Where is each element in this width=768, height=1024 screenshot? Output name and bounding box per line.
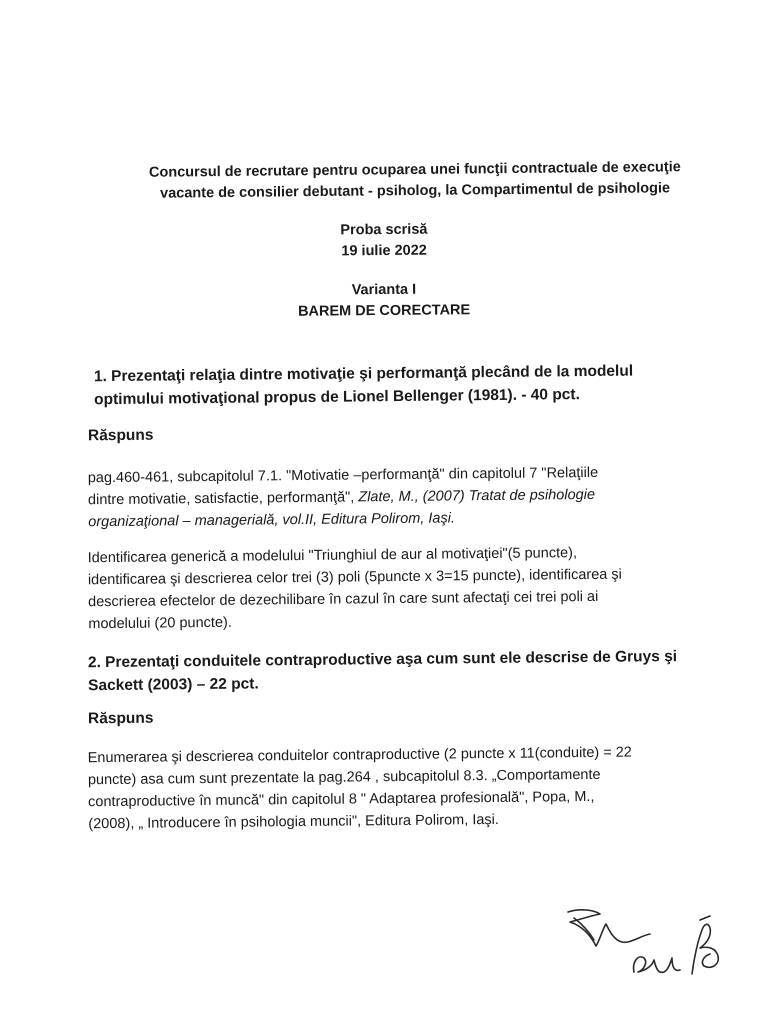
reference-1-book: Zlate, M., (2007) Tratat de psihologie — [358, 486, 596, 506]
question-1 — [94, 359, 706, 411]
answer-label-1: Răspuns — [87, 426, 154, 445]
signature-icon — [560, 900, 740, 990]
scoring-2-line-4: (2008), „ Introducere în psihologia muncii", Editura Polirom, Iaşi. — [88, 811, 499, 833]
question-2 — [88, 645, 700, 697]
header-line-2: vacante de consilier debutant - psiholog, la Compartimentul de psihologie — [160, 180, 671, 202]
scoring-1-line-3: descrierea efectelor de dezechilibare în cazul în care sunt afectaţi cei trei poli ai — [88, 588, 599, 611]
question-2-line-2: Sackett (2003) – 22 pct. — [88, 675, 259, 695]
question-2-line-1: 2. Prezentaţi conduitele contraproductive aşa cum sunt ele descrise de Gruys şi — [87, 648, 678, 672]
scoring-1-line-1: Identificarea generică a modelului "Triunghiul de aur al motivaţiei"(5 puncte), — [87, 545, 578, 567]
scoring-1 — [88, 541, 709, 635]
scoring-1-line-4: modelului (20 puncte). — [88, 614, 232, 633]
scoring-2-line-2: puncte) asa cum sunt prezentate la pag.264 , subcapitolul 8.3. „Comportamente — [87, 766, 601, 789]
scoring-1-line-2: identificarea şi descrierea celor trei (3) poli (5puncte x 3=15 puncte), identificarea şi — [87, 566, 622, 589]
header-line-1: Concursul de recrutare pentru ocuparea unei funcţii contractuale de execuţie — [148, 159, 681, 181]
barem-title: BAREM DE CORECTARE — [297, 302, 471, 320]
scoring-2-line-3: contraproductive în muncă" din capitolul 8 " Adaptarea profesională", Popa, M., — [88, 788, 595, 811]
reference-1 — [88, 461, 709, 533]
scoring-2 — [88, 741, 709, 835]
exam-info — [0, 217, 768, 266]
reference-1-line-1: pag.460-461, subcapitolul 7.1. "Motivatie –performanţă" din capitolul 7 "Relaţiile — [87, 464, 599, 487]
answer-label-2: Răspuns — [87, 709, 154, 728]
scoring-2-line-1: Enumerarea şi descrierea conduitelor contraproductive (2 puncte x 11(conduite) = 22 — [87, 744, 632, 767]
variant-title: Varianta I — [351, 281, 417, 299]
exam-date: 19 iulie 2022 — [341, 242, 427, 260]
question-1-line-2: optimului motivaţional propus de Lionel Bellenger (1981). - 40 pct. — [94, 386, 580, 409]
question-1-line-1: 1. Prezentaţi relaţia dintre motivaţie şi performanţă plecând de la modelul — [93, 362, 634, 386]
reference-1-line-3: organizaţional – managerială, vol.II, Editura Polirom, Iaşi. — [88, 510, 456, 531]
exam-title: Proba scrisă — [340, 221, 428, 239]
reference-1-line-2a: dintre motivatie, satisfactie, performanţă", — [87, 489, 359, 509]
variant-info — [0, 277, 768, 326]
document-header — [70, 156, 760, 205]
